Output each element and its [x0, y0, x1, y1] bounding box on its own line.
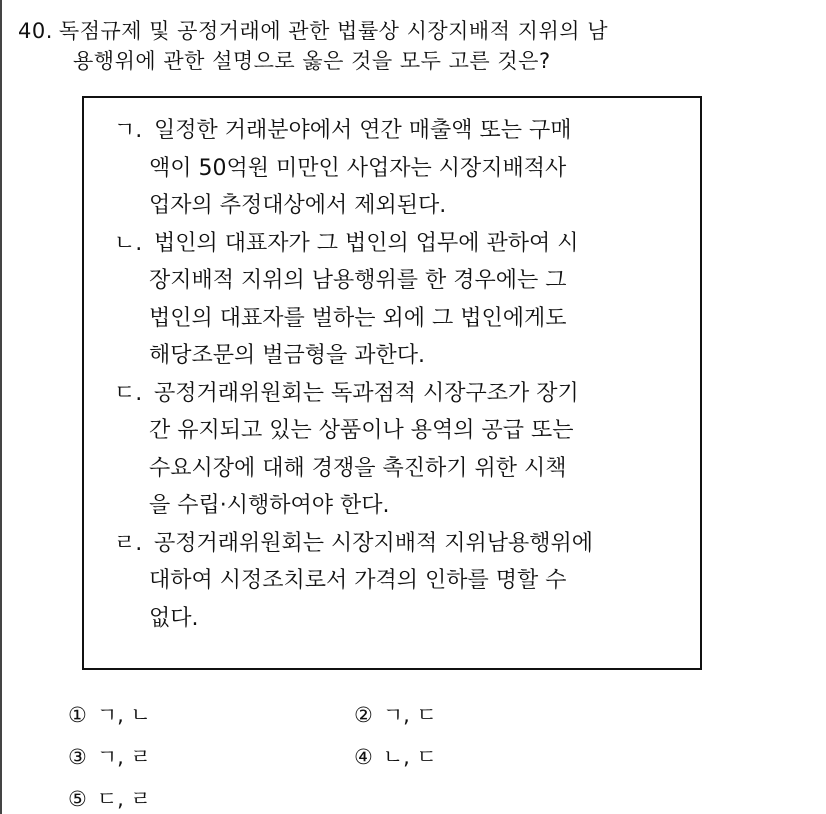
choice-number: ③ [68, 745, 87, 769]
choice-text: ㄱ, ㄹ [96, 745, 151, 769]
statement-text: 업자의 추정대상에서 제외된다. [149, 193, 447, 218]
statement-item [114, 112, 690, 225]
question-line-1 [18, 16, 808, 46]
answer-choice-1[interactable] [68, 700, 151, 730]
statement-text: 수요시장에 대해 경쟁을 촉진하기 위한 시책 [149, 455, 567, 481]
statement-line [114, 375, 690, 413]
answer-choice-4[interactable] [354, 742, 437, 772]
choice-number: ② [354, 703, 373, 727]
left-margin-rule [0, 0, 2, 814]
statement-box [82, 96, 702, 670]
statement-line [114, 112, 690, 150]
statement-line [114, 450, 690, 488]
statement-line [114, 337, 690, 375]
answer-choice-5[interactable] [68, 784, 151, 814]
statement-list [114, 112, 690, 637]
statement-line [114, 187, 690, 225]
statement-text: 일정한 거래분야에서 연간 매출액 또는 구매 [154, 118, 572, 143]
statement-item [114, 525, 690, 638]
statement-text: 대하여 시정조치로서 가격의 인하를 명할 수 [149, 568, 567, 593]
question-stem [18, 16, 808, 76]
statement-text: 법인의 대표자가 그 법인의 업무에 관하여 시 [154, 230, 579, 256]
statement-text: 간 유지되고 있는 상품이나 용역의 공급 또는 [149, 418, 574, 443]
statement-item [114, 225, 690, 375]
choice-text: ㄴ, ㄷ [382, 745, 437, 769]
statement-line [114, 262, 690, 300]
statement-line [114, 150, 690, 188]
answer-choice-2[interactable] [354, 700, 437, 730]
choice-text: ㄱ, ㄷ [382, 703, 437, 727]
statement-line [114, 562, 690, 600]
choice-number: ④ [354, 745, 373, 769]
statement-line [114, 487, 690, 525]
statement-line [114, 412, 690, 450]
statement-line [114, 525, 690, 563]
statement-text: 해당조문의 벌금형을 과한다. [149, 343, 426, 368]
choice-number: ⑤ [68, 787, 87, 811]
statement-marker: ㄴ. [114, 230, 143, 256]
statement-text: 공정거래위원회는 시장지배적 지위남용행위에 [154, 530, 594, 556]
statement-text: 장지배적 지위의 남용행위를 한 경우에는 그 [149, 268, 567, 293]
statement-line [114, 300, 690, 338]
statement-text: 을 수립·시행하여야 한다. [149, 493, 390, 518]
statement-marker: ㄷ. [114, 380, 143, 406]
statement-text: 액이 50억원 미만인 사업자는 시장지배적사 [149, 155, 567, 181]
question-number: 40. [18, 19, 53, 43]
statement-item [114, 375, 690, 525]
statement-text: 공정거래위원회는 독과점적 시장구조가 장기 [154, 380, 579, 406]
statement-line [114, 225, 690, 263]
statement-text: 없다. [149, 605, 199, 631]
choice-number: ① [68, 703, 87, 727]
statement-text: 법인의 대표자를 벌하는 외에 그 법인에게도 [149, 305, 567, 331]
choice-text: ㄷ, ㄹ [96, 787, 151, 811]
statement-marker: ㄹ. [114, 530, 143, 556]
statement-line [114, 600, 690, 638]
question-line-2: 용행위에 관한 설명으로 옳은 것을 모두 고른 것은? [73, 49, 551, 73]
choice-text: ㄱ, ㄴ [96, 703, 151, 727]
question-text-1: 독점규제 및 공정거래에 관한 법률상 시장지배적 지위의 남 [58, 19, 608, 43]
answer-choice-3[interactable] [68, 742, 151, 772]
statement-marker: ㄱ. [114, 118, 143, 143]
